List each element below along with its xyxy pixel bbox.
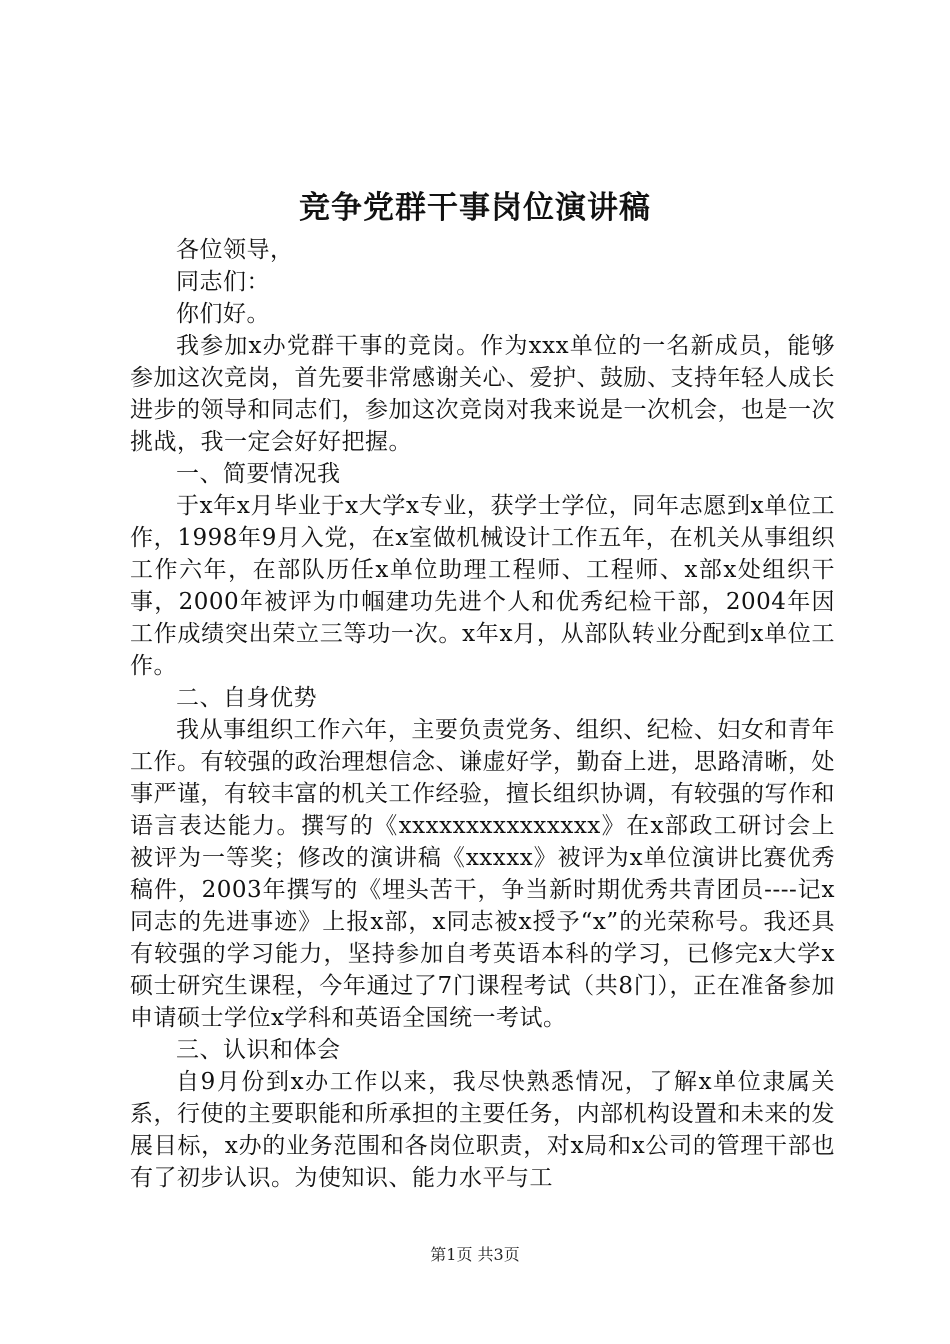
section-2-paragraph: 我从事组织工作六年，主要负责党务、组织、纪检、妇女和青年工作。有较强的政治理想信念、谦虚好学，勤奋上进，思路清晰，处事严谨，有较丰富的机关工作经验，擅长组织协调，有较强的写作和语言表达能力。撰写的《xxxxxxxxxxxxxxx》在x部政工研讨会上被评为一等奖；修改的演讲稿《xxxxx》被评为x单位演讲比赛优秀稿件，2003年撰写的《埋头苦干，争当新时期优秀共青团员----记x同志的先进事迹》上报x部，x同志被x授予“x”的光荣称号。我还具有较强的学习能力，坚持参加自考英语本科的学习，已修完x大学x硕士研究生课程，今年通过了7门课程考试（共8门），正在准备参加申请硕士学位x学科和英语全国统一考试。: [130, 717, 835, 1031]
section-heading-3: 三、认识和体会: [176, 1037, 341, 1063]
section-1-paragraph: 于x年x月毕业于x大学x专业，获学士学位，同年志愿到x单位工作，1998年9月入党，在x室做机械设计工作五年，在机关从事组织工作六年，在部队历任x单位助理工程师、工程师、x部x处组织干事，2000年被评为巾帼建功先进个人和优秀纪检干部，2004年因工作成绩突出荣立三等功一次。x年x月，从部队转业分配到x单位工作。: [130, 493, 835, 679]
salutation-comrades: 同志们：: [176, 269, 270, 295]
salutation-leaders: 各位领导，: [176, 237, 294, 263]
document-body: [130, 210, 835, 1194]
page-number-footer: 第1页 共3页: [430, 1245, 520, 1264]
section-3-paragraph: 自9月份到x办工作以来，我尽快熟悉情况，了解x单位隶属关系，行使的主要职能和所承担的主要任务，内部机构设置和未来的发展目标，x办的业务范围和各岗位职责，对x局和x公司的管理干部也有了初步认识。为使知识、能力水平与工: [130, 1069, 835, 1191]
document-title: 竞争党群干事岗位演讲稿: [299, 190, 651, 226]
section-heading-1: 一、简要情况我: [176, 461, 341, 487]
greeting: 你们好。: [176, 301, 270, 327]
intro-paragraph: 我参加x办党群干事的竞岗。作为xxx单位的一名新成员，能够参加这次竞岗，首先要非常感谢关心、爱护、鼓励、支持年轻人成长进步的领导和同志们，参加这次竞岗对我来说是一次机会，也是一次挑战，我一定会好好把握。: [130, 333, 835, 455]
section-heading-2: 二、自身优势: [176, 685, 317, 711]
